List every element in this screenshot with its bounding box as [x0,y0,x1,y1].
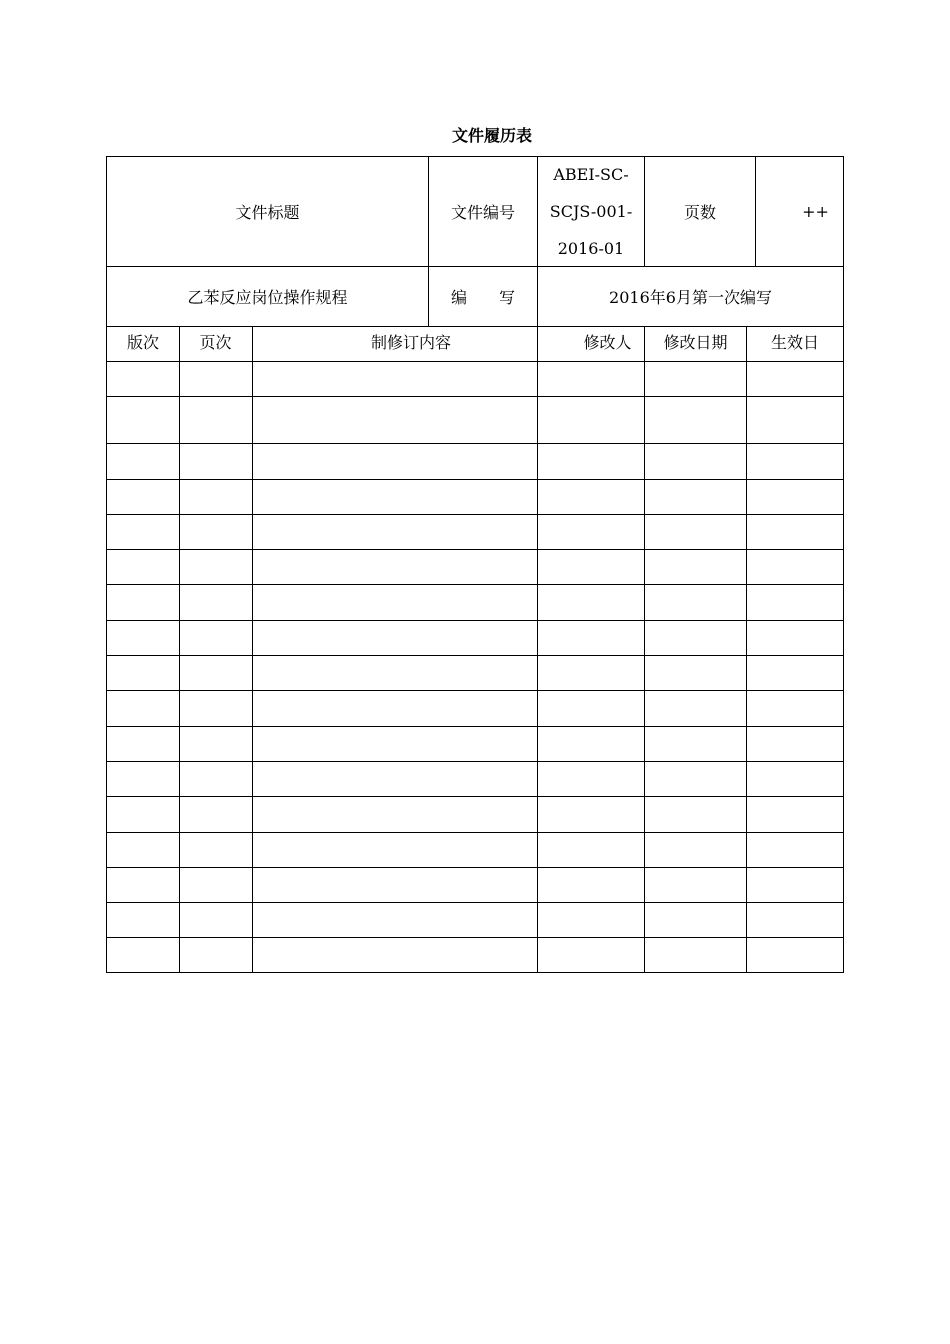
table-column-divider [644,326,645,972]
table-row-divider [107,902,843,903]
col-header-editor: 修改人 [583,333,632,352]
table-row-divider [107,832,843,833]
table-row-divider [107,761,843,762]
code-value-cell [537,156,645,267]
revision-table [106,326,844,973]
page-title: 文件履历表 [451,126,532,145]
pages-value: ++ [802,202,829,221]
table-row-divider [107,867,843,868]
table-column-divider [537,326,538,972]
code-value-line-3: 2016-01 [557,239,625,258]
table-row-divider [107,584,843,585]
col-header-page: 页次 [199,333,232,352]
code-label-cell [428,156,538,267]
table-row-divider [107,514,843,515]
pages-label-cell [644,156,756,267]
table-row-divider [107,796,843,797]
table-column-divider [746,326,747,972]
table-row-divider [107,620,843,621]
code-label: 文件编号 [450,203,515,222]
table-row-divider [107,443,843,444]
write-label-cell [428,266,538,327]
pages-value-cell [755,156,844,267]
table-row-divider [107,655,843,656]
col-header-content: 制修订内容 [370,333,451,352]
title-label-cell [106,156,429,267]
doc-name: 乙苯反应岗位操作规程 [187,288,348,307]
code-value-line-2: SCJS-001- [549,202,633,221]
table-column-divider [179,326,180,972]
table-row-divider [107,396,843,397]
table-column-divider [252,326,253,972]
col-header-edit-date: 修改日期 [663,333,728,352]
table-row-divider [107,726,843,727]
write-value-cell [537,266,844,327]
code-value-line-1: ABEI-SC- [553,165,629,184]
col-header-effective-date: 生效日 [770,333,819,352]
pages-label: 页数 [683,203,716,222]
table-row-divider [107,479,843,480]
table-row-divider [107,937,843,938]
doc-name-cell [106,266,429,327]
title-label: 文件标题 [235,203,300,222]
table-row-divider [107,361,843,362]
table-row-divider [107,690,843,691]
write-value: 2016年6月第一次编写 [609,288,772,307]
write-label: 编 写 [450,288,515,307]
table-row-divider [107,549,843,550]
col-header-version: 版次 [126,333,159,352]
